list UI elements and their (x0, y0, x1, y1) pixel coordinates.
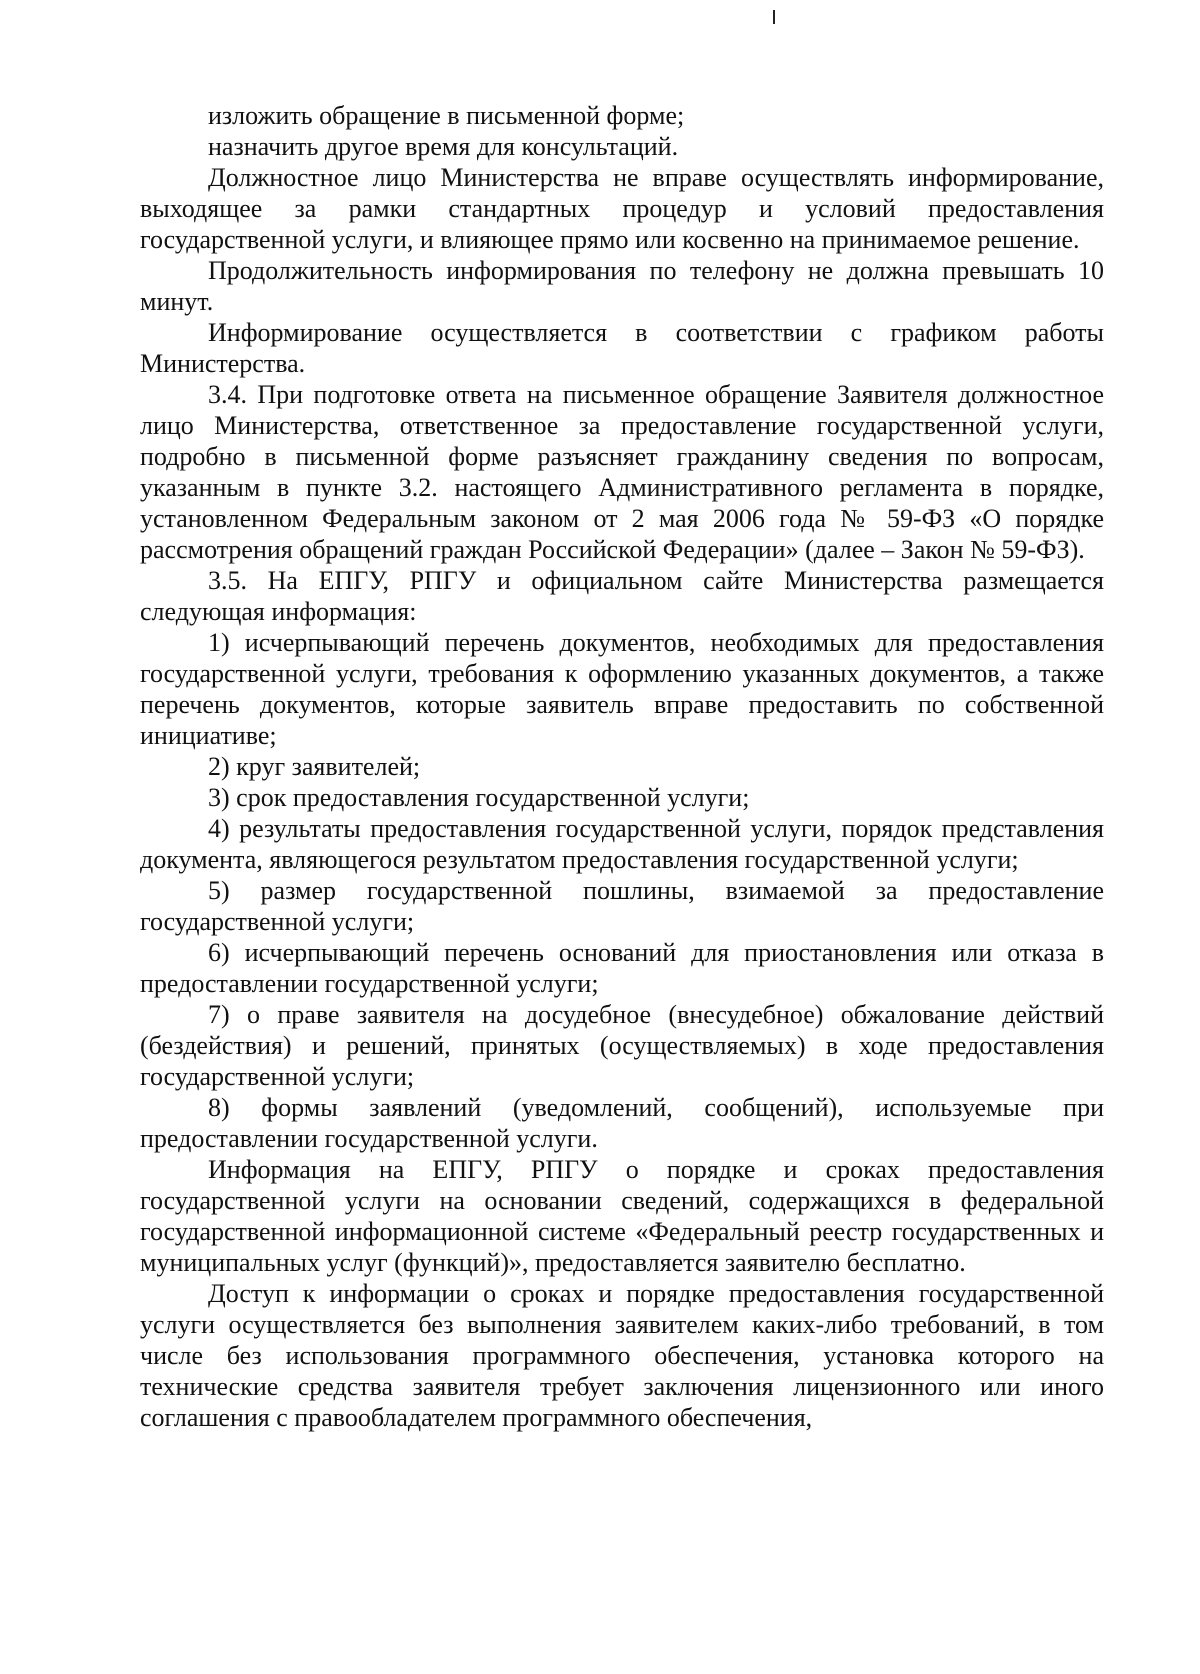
paragraph-13: 6) исчерпывающий перечень оснований для приостановления или отказа в предоставлении государственной услуги; (140, 938, 1104, 998)
paragraph-14: 7) о праве заявителя на досудебное (внесудебное) обжалование действий (бездействия) и решений, принятых (осуществляемых) в ходе предоставления государственной услуги; (140, 1000, 1104, 1091)
page-mark (773, 10, 775, 24)
paragraph-4: Продолжительность информирования по телефону не должна превышать 10 минут. (140, 256, 1104, 316)
paragraph-3: Должностное лицо Министерства не вправе осуществлять информирование, выходящее за рамки стандартных процедур и условий предоставления государственной услуги, и влияющее прямо или косвенно на принимаемое решение. (140, 163, 1104, 254)
paragraph-11: 4) результаты предоставления государственной услуги, порядок представления документа, являющегося результатом предоставления государственной услуги; (140, 814, 1104, 874)
paragraph-17: Доступ к информации о сроках и порядке предоставления государственной услуги осуществляется без выполнения заявителем каких-либо требований, в том числе без использования программного обеспечения, установка которого на технические средства заявителя требует заключения лицензионного или иного соглашения с правообладателем программного обеспечения, (140, 1279, 1104, 1432)
paragraph-1: изложить обращение в письменной форме; (208, 101, 685, 130)
paragraph-2: назначить другое время для консультаций. (208, 132, 679, 161)
paragraph-12: 5) размер государственной пошлины, взимаемой за предоставление государственной услуги; (140, 876, 1104, 936)
paragraph-8: 1) исчерпывающий перечень документов, необходимых для предоставления государственной услуги, требования к оформлению указанных документов, а также перечень документов, которые заявитель вправе предоставить по собственной инициативе; (140, 628, 1104, 750)
paragraph-15: 8) формы заявлений (уведомлений, сообщений), используемые при предоставлении государственной услуги. (140, 1093, 1104, 1153)
paragraph-5: Информирование осуществляется в соответствии с графиком работы Министерства. (140, 318, 1104, 378)
paragraph-16: Информация на ЕПГУ, РПГУ о порядке и сроках предоставления государственной услуги на основании сведений, содержащихся в федеральной государственной информационной системе «Федеральный реестр государственных и муниципальных услуг (функций)», предоставляется заявителю бесплатно. (140, 1155, 1104, 1277)
document-body (140, 100, 1104, 1433)
paragraph-6: 3.4. При подготовке ответа на письменное обращение Заявителя должностное лицо Министерства, ответственное за предоставление государственной услуги, подробно в письменной форме разъясняет гражданину сведения по вопросам, указанным в пункте 3.2. настоящего Административного регламента в порядке, установленном Федеральным законом от 2 мая 2006 года № 59-ФЗ «О порядке рассмотрения обращений граждан Российской Федерации» (далее – Закон № 59-ФЗ). (140, 380, 1104, 564)
paragraph-9: 2) круг заявителей; (208, 752, 421, 781)
paragraph-10: 3) срок предоставления государственной услуги; (208, 783, 750, 812)
paragraph-7: 3.5. На ЕПГУ, РПГУ и официальном сайте Министерства размещается следующая информация: (140, 566, 1104, 626)
